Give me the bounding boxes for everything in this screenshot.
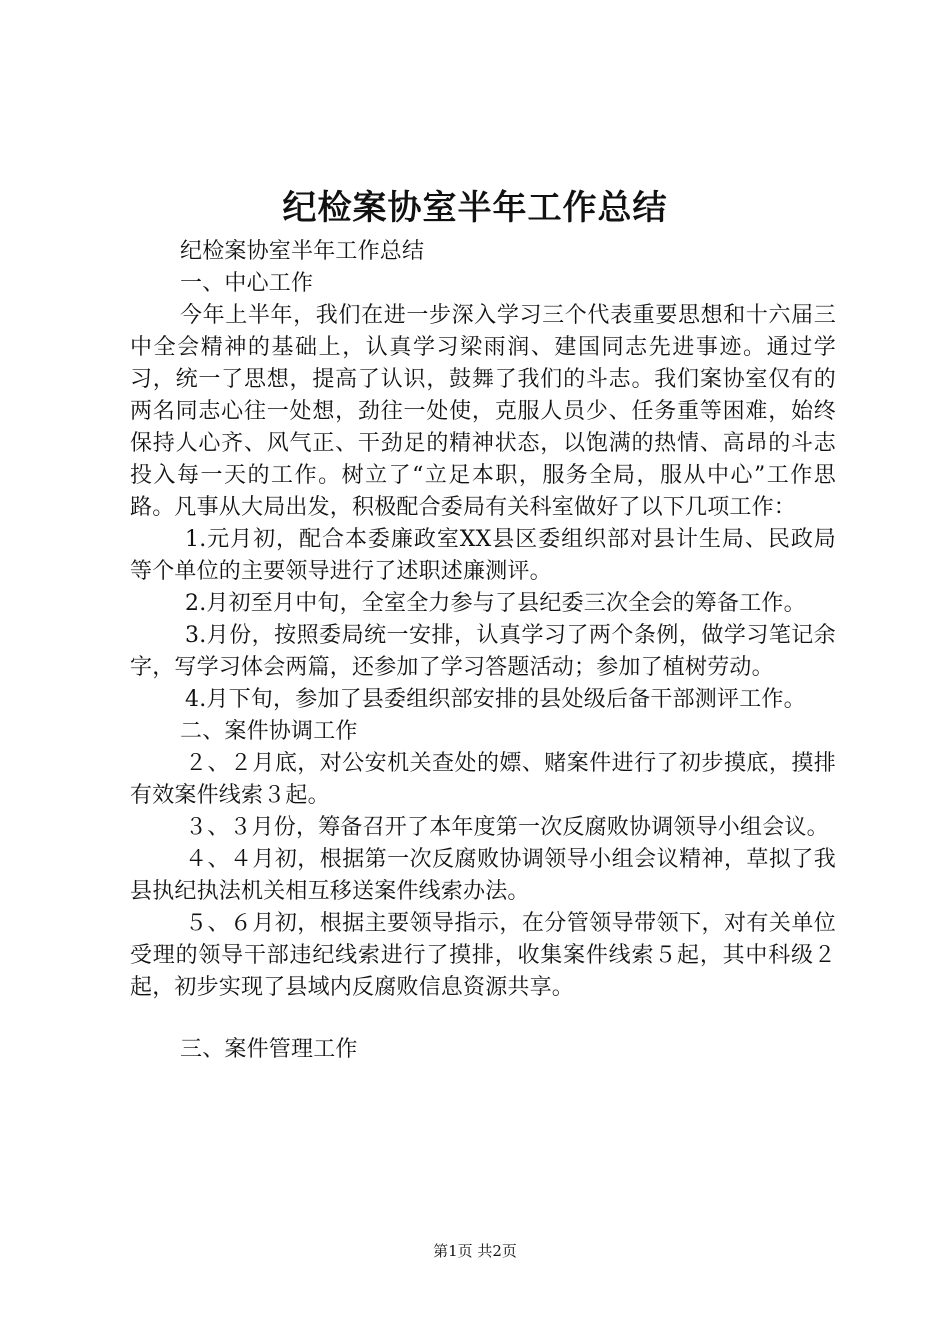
document-body — [130, 236, 836, 1066]
list-item: ５、６月初，根据主要领导指示，在分管领导带领下，对有关单位受理的领导干部违纪线索进行了摸排，收集案件线索５起，其中科级２起，初步实现了县域内反腐败信息资源共享。 — [130, 911, 836, 1000]
section-heading-2: 二、案件协调工作 — [180, 719, 358, 744]
list-item: 4.月下旬，参加了县委组织部安排的县处级后备干部测评工作。 — [185, 687, 806, 712]
section-heading-1: 一、中心工作 — [180, 271, 314, 296]
list-item: ３、３月份，筹备召开了本年度第一次反腐败协调领导小组会议。 — [185, 815, 829, 840]
list-item: 2.月初至月中旬，全室全力参与了县纪委三次全会的筹备工作。 — [185, 591, 806, 616]
section-heading-3: 三、案件管理工作 — [180, 1037, 358, 1062]
document-title: 纪检案协室半年工作总结 — [282, 188, 668, 228]
paragraph-center-work: 今年上半年，我们在进一步深入学习三个代表重要思想和十六届三中全会精神的基础上，认真学习梁雨润、建国同志先进事迹。通过学习，统一了思想，提高了认识，鼓舞了我们的斗志。我们案协室仅有的两名同志心往一处想，劲往一处使，克服人员少、任务重等困难，始终保持人心齐、风气正、干劲足的精神状态，以饱满的热情、高昂的斗志投入每一天的工作。树立了“立足本职，服务全局，服从中心”工作思路。凡事从大局出发，积极配合委局有关科室做好了以下几项工作： — [130, 303, 836, 520]
list-item: 1.元月初，配合本委廉政室XX县区委组织部对县计生局、民政局等个单位的主要领导进行了述职述廉测评。 — [130, 527, 836, 584]
paragraph-subtitle: 纪检案协室半年工作总结 — [180, 239, 425, 264]
paragraph-gap — [130, 1004, 836, 1034]
page-footer: 第1页 共2页 — [433, 1242, 517, 1260]
list-item: ２、２月底，对公安机关查处的嫖、赌案件进行了初步摸底，摸排有效案件线索３起。 — [130, 751, 836, 808]
list-item: 3.月份，按照委局统一安排，认真学习了两个条例，做学习笔记余字，写学习体会两篇，还参加了学习答题活动；参加了植树劳动。 — [130, 623, 836, 680]
list-item: ４、４月初，根据第一次反腐败协调领导小组会议精神，草拟了我县执纪执法机关相互移送案件线索办法。 — [130, 847, 836, 904]
